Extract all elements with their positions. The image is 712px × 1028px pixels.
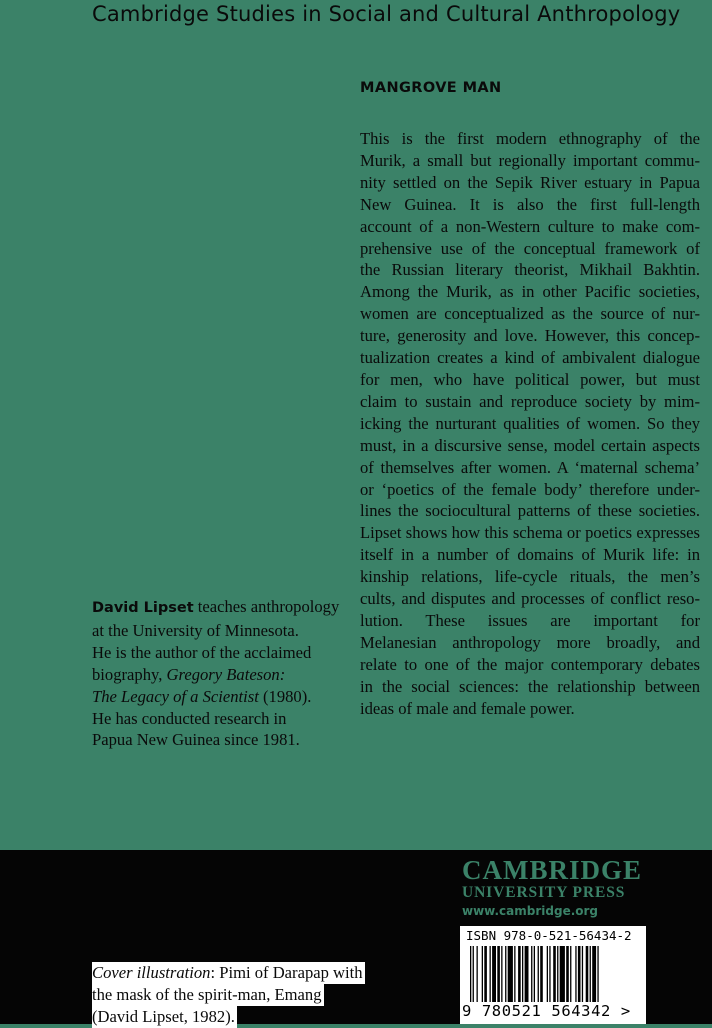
- description-line: account of a non-Western culture to make com-: [360, 216, 700, 236]
- description-line: claim to sustain and reproduce society by mim-: [360, 391, 700, 411]
- isbn-label: ISBN 978-0-521-56434-2: [466, 928, 632, 943]
- description-line: for men, who have political power, but must: [360, 369, 700, 389]
- description-line: tualization creates a kind of ambivalent dialogue: [360, 348, 700, 368]
- bio-line: He is the author of the acclaimed: [92, 642, 312, 662]
- author-bio: [92, 596, 342, 751]
- description-line: itself in a number of domains of Murik life: in: [360, 545, 700, 565]
- bio-text: teaches anthropology: [193, 597, 340, 616]
- description-line: lution. These issues are important for: [360, 610, 700, 630]
- description-line: Among the Murik, as in other Pacific societies,: [360, 282, 700, 302]
- description-line: kinship relations, life-cycle rituals, the men’s: [360, 567, 700, 587]
- description-line: of themselves after women. A ‘maternal schema’: [360, 457, 700, 477]
- publisher-subtitle: UNIVERSITY PRESS: [462, 884, 626, 901]
- credit-line: (David Lipset, 1982).: [92, 1006, 235, 1026]
- description-line: cults, and disputes and processes of conflict reso-: [360, 589, 700, 609]
- bio-book-title: The Legacy of a Scientist: [92, 686, 259, 706]
- description-line: ture, generosity and love. However, this concep-: [360, 326, 700, 346]
- description-line: nity settled on the Sepik River estuary in Papua: [360, 172, 700, 192]
- description-line: or ‘poetics of the female body’ therefore under-: [360, 479, 700, 499]
- barcode-icon: [466, 946, 640, 1002]
- description-line: lines the sociocultural patterns of these societies.: [360, 501, 700, 521]
- description-line: the Russian literary theorist, Mikhail Bakhtin.: [360, 260, 700, 280]
- cover-credit: [92, 962, 362, 1028]
- bio-line: [92, 664, 342, 686]
- bio-line: He has conducted research in: [92, 708, 287, 728]
- description-line: women are conceptualized as the source of nur-: [360, 304, 700, 324]
- bio-line: [92, 596, 342, 620]
- credit-label: Cover illustration: [92, 963, 211, 982]
- description-line: icking the nurturant qualities of women. So they: [360, 413, 700, 433]
- bio-line: Papua New Guinea since 1981.: [92, 730, 300, 750]
- description-line: in the social sciences: the relationship between: [360, 676, 700, 696]
- credit-text: : Pimi of Darapap with: [210, 963, 363, 982]
- description-line: relate to one of the major contemporary debates: [360, 654, 700, 674]
- publisher-url[interactable]: www.cambridge.org: [462, 904, 599, 918]
- publisher-logo: [462, 856, 642, 920]
- bio-line: at the University of Minnesota.: [92, 620, 299, 640]
- description-line: Lipset shows how this schema or poetics expresses: [360, 523, 700, 543]
- bio-text: biography,: [92, 664, 167, 684]
- author-name: David Lipset: [92, 600, 194, 616]
- book-description: [360, 128, 700, 719]
- credit-line: [92, 962, 365, 984]
- bio-book-title: Gregory Bateson:: [166, 664, 286, 684]
- book-title: MANGROVE MAN: [360, 80, 502, 96]
- description-line: prehensive use of the conceptual framework of: [360, 238, 700, 258]
- description-line: must, in a discursive sense, model certain aspects: [360, 435, 700, 455]
- bio-line: [92, 686, 342, 708]
- barcode-panel: [460, 926, 646, 1024]
- description-line: Murik, a small but regionally important commu-: [360, 150, 700, 170]
- credit-line: the mask of the spirit-man, Emang: [92, 984, 322, 1004]
- description-line: Melanesian anthropology more broadly, and: [360, 632, 700, 652]
- bio-text: (1980).: [258, 686, 312, 706]
- barcode-digits: 9 780521 564342 >: [462, 1002, 631, 1020]
- description-line: New Guinea. It is also the first full-length: [360, 194, 700, 214]
- description-line: This is the first modern ethnography of the: [360, 129, 700, 148]
- series-title: Cambridge Studies in Social and Cultural Anthropology: [92, 2, 681, 26]
- description-line: ideas of male and female power.: [360, 698, 575, 718]
- publisher-name: CAMBRIDGE: [462, 855, 643, 885]
